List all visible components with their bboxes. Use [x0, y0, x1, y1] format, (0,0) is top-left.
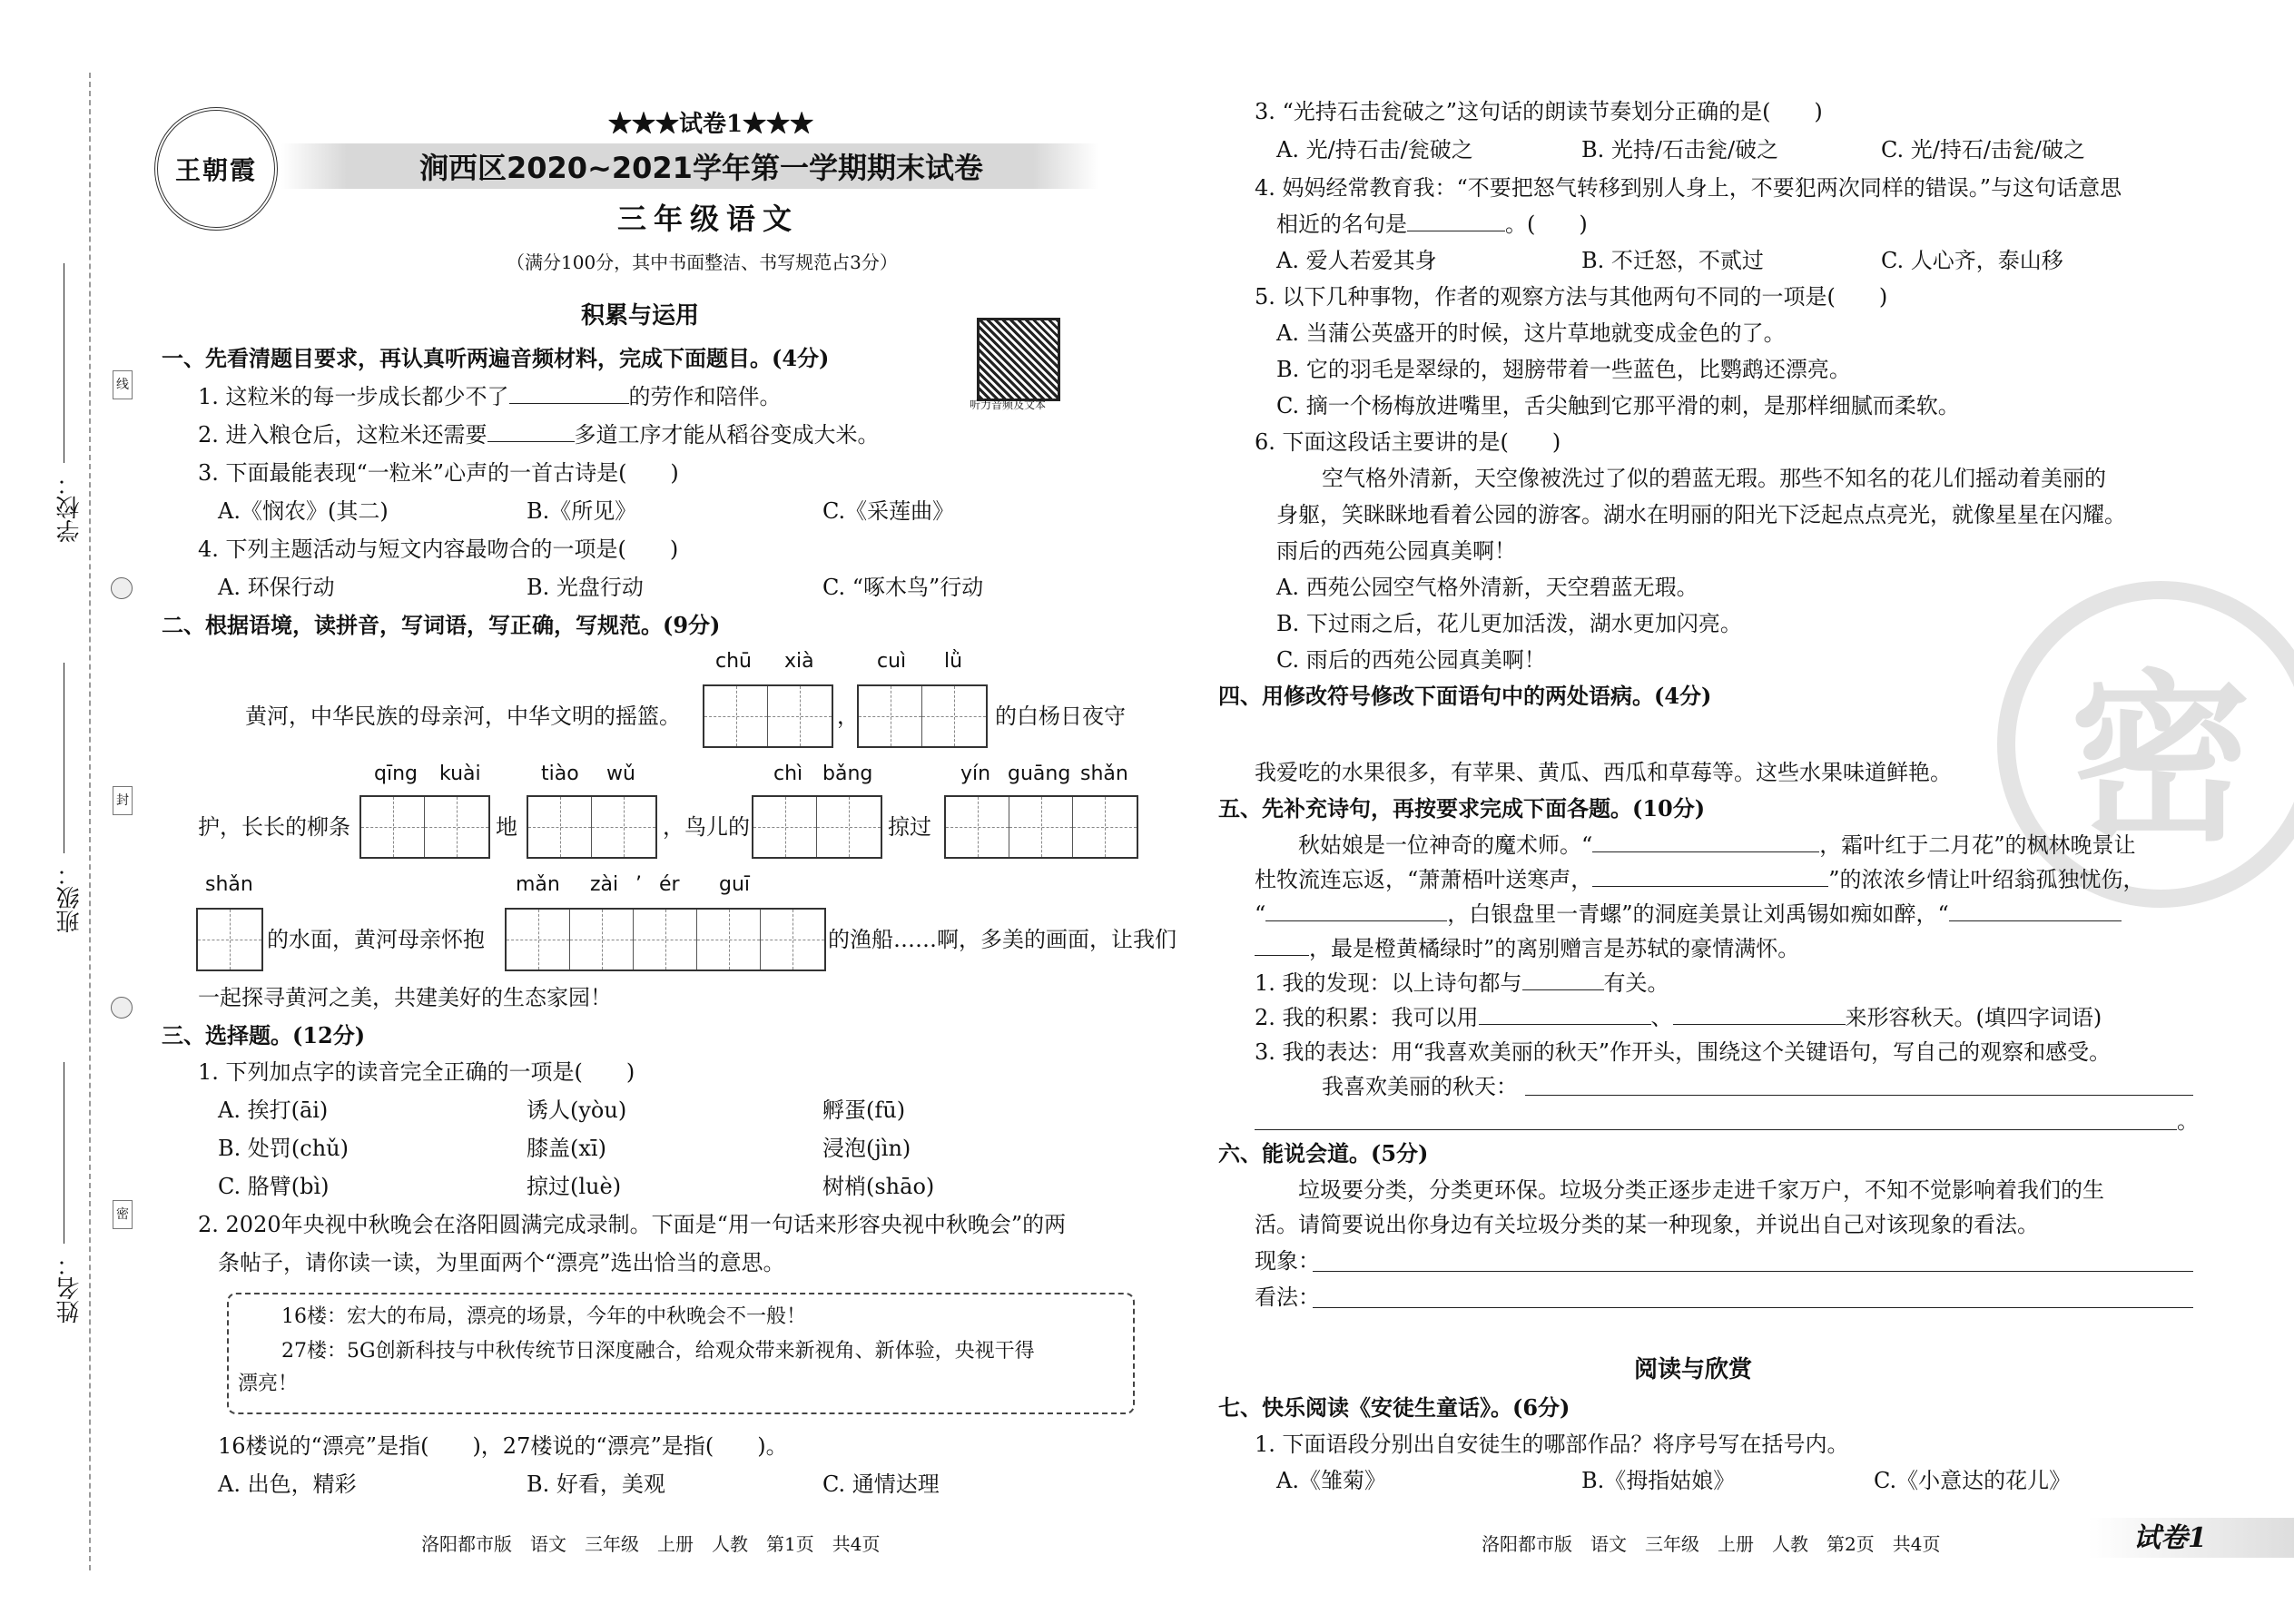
- pronunciation-option: 诱人(yòu): [527, 1097, 627, 1123]
- q1-heading: 一、先看清题目要求，再认真听两遍音频材料，完成下面题目。(4分): [162, 345, 830, 371]
- option-a[interactable]: A.《悯农》(其二): [218, 498, 389, 524]
- q2-line-2c: ，鸟儿的: [663, 814, 750, 840]
- pinyin: tiào: [541, 763, 579, 785]
- pinyin: xià: [784, 650, 814, 673]
- watermark-text: 密: [2069, 652, 2251, 866]
- pronunciation-option: 膝盖(xī): [527, 1136, 606, 1161]
- exam-note: （满分100分，其中书面整洁、书写规范占3分）: [507, 251, 898, 273]
- pinyin: chì: [773, 763, 803, 785]
- option-c[interactable]: C. 通情达理: [822, 1471, 940, 1497]
- forum-post-16: 16楼：宏大的布局，漂亮的场景，今年的中秋晚会不一般！: [281, 1305, 806, 1328]
- seal-mark-2: 封: [113, 786, 133, 815]
- pinyin: wǔ: [606, 763, 635, 785]
- q4-sentence[interactable]: 我爱吃的水果很多，有苹果、黄瓜、西瓜和草莓等。这些水果味道鲜艳。: [1255, 760, 1952, 785]
- writing-grid[interactable]: [505, 908, 826, 971]
- seal-mark-1: 线: [113, 370, 133, 399]
- q3-heading: 三、选择题。(12分): [162, 1022, 366, 1048]
- pinyin: qīng: [374, 763, 418, 785]
- writing-grid[interactable]: [703, 684, 833, 748]
- q6-para-1: 垃圾要分类，分类更环保。垃圾分类正逐步走进千家万户，不知不觉影响着我们的生: [1298, 1177, 2104, 1203]
- q1-item-3: 3. 下面最能表现“一粒米”心声的一首古诗是( ): [198, 460, 679, 486]
- option-a[interactable]: A. 西苑公园空气格外清新，天空碧蓝无瑕。: [1276, 575, 1698, 600]
- option-c[interactable]: C. 雨后的西苑公园真美啊！: [1276, 647, 1546, 673]
- q2-line-3b: 的渔船……啊，多美的画面，让我们: [828, 927, 1177, 952]
- q3-item-2a: 2. 2020年央视中秋晚会在洛阳圆满完成录制。下面是“用一句话来形容央视中秋晚会”的两: [198, 1212, 1067, 1237]
- series-tag: ★★★试卷1★★★: [608, 111, 814, 138]
- q6-opinion-label: 看法：: [1255, 1284, 1320, 1310]
- binding-strip: [89, 73, 93, 1570]
- q5-para-3: “ ，白银盘里一青螺”的洞庭美景让刘禹锡如痴如醉，“: [1255, 901, 2122, 928]
- option-a: A.《雏菊》: [1276, 1468, 1386, 1493]
- pronunciation-option: 浸泡(jìn): [822, 1136, 911, 1161]
- option-b: B.《拇指姑娘》: [1581, 1468, 1736, 1493]
- q3-item-2b: 条帖子，请你读一读，为里面两个“漂亮”选出恰当的意思。: [218, 1250, 785, 1275]
- pinyin: shǎn: [205, 873, 253, 896]
- qr-caption: 听力音频及文本: [970, 399, 1047, 411]
- forum-post-27-end: 漂亮！: [238, 1373, 299, 1395]
- option-a[interactable]: A. 出色，精彩: [218, 1471, 357, 1497]
- pinyin: zài: [590, 873, 619, 896]
- option-a[interactable]: A. 当蒲公英盛开的时候，这片草地就变成金色的了。: [1276, 320, 1786, 346]
- option-c[interactable]: C.《采莲曲》: [822, 498, 955, 524]
- q4-heading: 四、用修改符号修改下面语句中的两处语病。(4分): [1218, 683, 1712, 709]
- q2-line-2b: 地: [496, 814, 517, 840]
- name-label: 姓名：: [56, 1253, 84, 1324]
- answer-blank[interactable]: [1407, 211, 1505, 231]
- forum-post-27: 27楼：5G创新科技与中秋传统节日深度融合，给观众带来新视角、新体验，央视干得: [281, 1340, 1035, 1363]
- q5-para-4: ，最是橙黄橘绿时”的离别赠言是苏轼的豪情满怀。: [1255, 935, 1799, 962]
- pinyin: guāng: [1008, 763, 1071, 785]
- answer-blank[interactable]: [1592, 832, 1819, 852]
- answer-blank[interactable]: [1949, 901, 2122, 921]
- exam-subject: 三年级语文: [617, 202, 800, 236]
- page-footer-right: 洛阳都市版 语文 三年级 上册 人教 第2页 共4页: [1482, 1533, 1941, 1555]
- option-a[interactable]: A. 爱人若爱其身: [1276, 248, 1437, 273]
- opinion-line[interactable]: [1313, 1307, 2193, 1308]
- writing-grid[interactable]: [527, 795, 657, 859]
- school-label: 学校：: [56, 472, 84, 543]
- q5-item-1: 1. 我的发现：以上诗句都与 有关。: [1255, 970, 1669, 996]
- q6-heading: 六、能说会道。(5分): [1218, 1140, 1429, 1166]
- option-b[interactable]: B.《所见》: [527, 498, 637, 524]
- brand-text: 王朝霞: [174, 155, 257, 185]
- passage-line: 空气格外清新，天空像被洗过了似的碧蓝无瑕。那些不知名的花儿们摇动着美丽的: [1322, 466, 2106, 491]
- q5-item-3: 3. 我的表达：用“我喜欢美丽的秋天”作开头，围绕这个关键语句，写自己的观察和感受。: [1255, 1039, 2112, 1065]
- pronunciation-option[interactable]: C. 胳臂(bì): [218, 1174, 330, 1199]
- seal-mark-3: 密: [113, 1200, 133, 1229]
- pronunciation-option: 掠过(luè): [527, 1174, 622, 1199]
- q7-heading: 七、快乐阅读《安徒生童话》。(6分): [1218, 1394, 1570, 1421]
- q2-line-1-end: 的白杨日夜守: [995, 704, 1126, 729]
- pinyin: cuì: [877, 650, 907, 673]
- pronunciation-option: 孵蛋(fū): [822, 1097, 906, 1123]
- exam-title: 涧西区2020~2021学年第一学期期末试卷: [419, 151, 983, 185]
- passage-line: 雨后的西苑公园真美啊！: [1276, 538, 1516, 564]
- answer-blank[interactable]: [1522, 969, 1604, 990]
- q2-line-2a: 护，长长的柳条: [198, 814, 350, 840]
- paper-tag: 试卷1: [2133, 1522, 2207, 1554]
- option-b[interactable]: B. 光持/石击瓮/破之: [1581, 137, 1779, 162]
- class-label: 班级：: [56, 862, 84, 933]
- q2-line-2d: 掠过: [888, 814, 931, 840]
- answer-blank[interactable]: [1479, 1004, 1651, 1025]
- pinyin: bǎng: [822, 763, 873, 785]
- q2-heading: 二、根据语境，读拼音，写词语，写正确，写规范。(9分): [162, 612, 721, 638]
- option-c: C.《小意达的花儿》: [1874, 1468, 2072, 1493]
- q2-line-1: 黄河，中华民族的母亲河，中华文明的摇篮。: [245, 704, 681, 729]
- pinyin: chū: [715, 650, 752, 673]
- q3-item-6: 6. 下面这段话主要讲的是( ): [1255, 429, 1561, 455]
- section-title-accumulation: 积累与运用: [581, 302, 700, 330]
- q1-item-2: 2. 进入粮仓后，这粒米还需要 多道工序才能从稻谷变成大米。: [198, 422, 880, 448]
- answer-blank[interactable]: [487, 421, 575, 442]
- writing-grid[interactable]: [857, 684, 988, 748]
- pronunciation-option: 树梢(shāo): [822, 1174, 935, 1199]
- pinyin: shǎn: [1080, 763, 1128, 785]
- section-title-reading: 阅读与欣赏: [1634, 1356, 1753, 1383]
- pronunciation-option[interactable]: B. 处罚(chǔ): [218, 1136, 349, 1161]
- pinyin: lǜ: [944, 650, 963, 673]
- answer-blank[interactable]: [1265, 901, 1447, 921]
- q1-item-1: 1. 这粒米的每一步成长都少不了 的劳作和陪伴。: [198, 384, 782, 409]
- pinyin: guī: [719, 873, 751, 896]
- writing-grid[interactable]: [752, 795, 882, 859]
- option-a[interactable]: A. 环保行动: [218, 575, 335, 600]
- answer-blank[interactable]: [1592, 866, 1828, 887]
- brand-logo: [154, 107, 278, 231]
- q1-item-4: 4. 下列主题活动与短文内容最吻合的一项是( ): [198, 536, 679, 562]
- q3-item-1: 1. 下列加点字的读音完全正确的一项是( ): [198, 1059, 635, 1085]
- q6-phenomenon-label: 现象：: [1255, 1248, 1320, 1274]
- answer-blank[interactable]: [509, 383, 629, 404]
- pronunciation-option[interactable]: A. 挨打(āi): [218, 1097, 329, 1123]
- option-b[interactable]: B. 光盘行动: [527, 575, 644, 600]
- option-c[interactable]: C. 摘一个杨梅放进嘴里，舌尖触到它那平滑的刺，是那样细腻而柔软。: [1276, 393, 1960, 418]
- writing-grid[interactable]: [359, 795, 490, 859]
- q5-writing-start: 我喜欢美丽的秋天：: [1322, 1074, 1518, 1099]
- option-b[interactable]: B. 下过雨之后，花儿更加活泼，湖水更加闪亮。: [1276, 611, 1742, 636]
- pinyin: kuài: [439, 763, 481, 785]
- page-footer-left: 洛阳都市版 语文 三年级 上册 人教 第1页 共4页: [421, 1533, 881, 1555]
- writing-line[interactable]: [1255, 1129, 2177, 1130]
- option-c[interactable]: C. “啄木鸟”行动: [822, 575, 984, 600]
- q3-item-2c: 16楼说的“漂亮”是指( )，27楼说的“漂亮”是指( )。: [218, 1433, 788, 1459]
- writing-line[interactable]: [1525, 1095, 2193, 1096]
- option-b[interactable]: B. 好看，美观: [527, 1471, 665, 1497]
- q3-item-4b: 相近的名句是 。( ): [1276, 212, 1588, 237]
- q2-line-3a: 的水面，黄河母亲怀抱: [267, 927, 485, 952]
- q3-item-3: 3. “光持石击瓮破之”这句话的朗读节奏划分正确的是( ): [1255, 99, 1823, 124]
- passage-line: 身躯，笑眯眯地看着公园的游客。湖水在明丽的阳光下泛起点点亮光，就像星星在闪耀。: [1276, 502, 2126, 527]
- q3-item-4a: 4. 妈妈经常教育我：“不要把怒气转移到别人身上，不要犯两次同样的错误。”与这句话意思: [1255, 175, 2122, 201]
- answer-blank[interactable]: [1255, 935, 1309, 956]
- q5-para-1: 秋姑娘是一位神奇的魔术师。“ ，霜叶红于二月花”的枫林晚景让: [1298, 832, 2136, 858]
- q7-item-1: 1. 下面语段分别出自安徒生的哪部作品？将序号写在括号内。: [1255, 1432, 1849, 1457]
- option-c[interactable]: C. 光/持石/击瓮/破之: [1881, 137, 2086, 162]
- q2-comma: ，: [837, 704, 859, 729]
- pinyin: mǎn: [516, 873, 560, 896]
- qr-code[interactable]: [977, 318, 1060, 401]
- pinyin: ’: [635, 873, 642, 896]
- option-c[interactable]: C. 人心齐，泰山移: [1881, 248, 2063, 273]
- answer-blank[interactable]: [1673, 1004, 1846, 1025]
- q5-item-2: 2. 我的积累：我可以用 、 来形容秋天。(填四字词语): [1255, 1005, 2102, 1030]
- pinyin: yín: [960, 763, 991, 785]
- q5-para-2: 杜牧流连忘返，“萧萧梧叶送寒声， ”的浓浓乡情让叶绍翁孤独忧伤，: [1255, 867, 2145, 892]
- phenomenon-line[interactable]: [1313, 1271, 2193, 1272]
- q6-para-2: 活。请简要说出你身边有关垃圾分类的某一种现象，并说出自己对该现象的看法。: [1255, 1212, 2039, 1237]
- q3-item-5: 5. 以下几种事物，作者的观察方法与其他两句不同的一项是( ): [1255, 284, 1888, 310]
- q2-line-4: 一起探寻黄河之美，共建美好的生态家园！: [198, 985, 612, 1010]
- option-a[interactable]: A. 光/持石击/瓮破之: [1276, 137, 1473, 162]
- punch-hole-icon: [111, 577, 133, 599]
- punch-hole-icon: [111, 997, 133, 1019]
- option-b[interactable]: B. 它的羽毛是翠绿的，翅膀带着一些蓝色，比鹦鹉还漂亮。: [1276, 357, 1851, 382]
- option-b[interactable]: B. 不迁怒，不贰过: [1581, 248, 1764, 273]
- writing-end-mark: 。: [2177, 1108, 2199, 1134]
- writing-grid[interactable]: [944, 795, 1138, 859]
- pinyin: ér: [659, 873, 680, 896]
- q5-heading: 五、先补充诗句，再按要求完成下面各题。(10分): [1218, 795, 1706, 822]
- writing-grid[interactable]: [196, 908, 263, 971]
- watermark-seal: [1997, 581, 2294, 908]
